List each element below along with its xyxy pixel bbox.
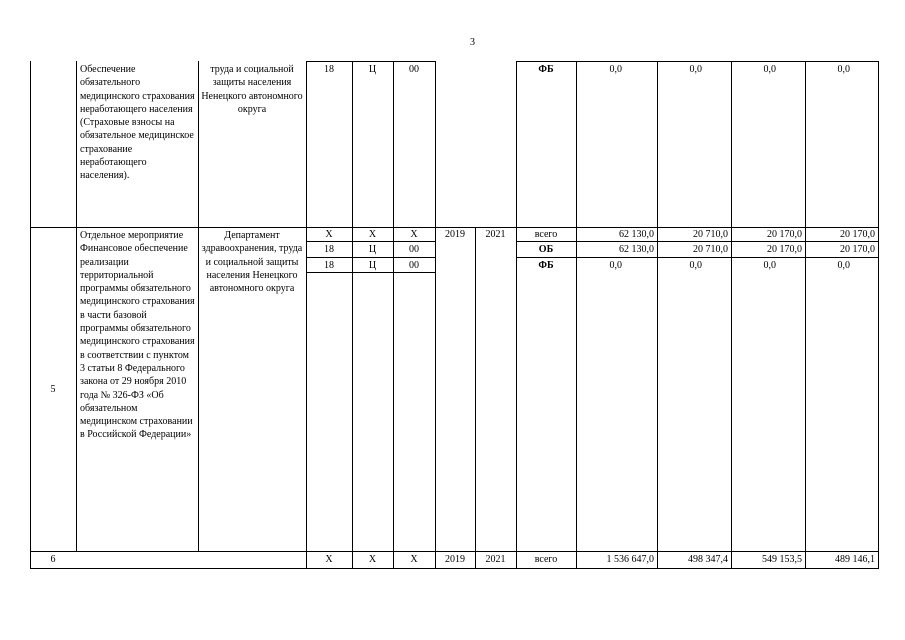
row-number: 6 (50, 554, 56, 565)
amount-cell: 498 347,4 (688, 554, 728, 565)
code-cell: 18 (324, 64, 334, 75)
grid-line (516, 61, 879, 62)
funding-source: ФБ (538, 64, 554, 75)
amount-cell: 0,0 (609, 260, 622, 271)
funding-source: ОБ (538, 244, 554, 255)
end-year: 2021 (485, 554, 506, 565)
amount-cell: 489 146,1 (835, 554, 875, 565)
amount-cell: 0,0 (689, 260, 702, 271)
start-year: 2019 (445, 554, 465, 565)
grid-line (576, 61, 577, 568)
amount-cell: 20 710,0 (693, 244, 728, 255)
grid-line (435, 61, 436, 568)
amount-cell: 0,0 (609, 64, 622, 75)
measure-description: Обеспечение обязательного медицинского страхования неработающего населения (Страховые взносы на обязательное медицинское страхование неработающего населения). (80, 64, 195, 182)
amount-cell: 62 130,0 (619, 244, 654, 255)
grid-line (30, 568, 879, 569)
funding-source: ФБ (538, 260, 554, 271)
grid-line (306, 61, 307, 568)
code-cell: 18 (324, 244, 334, 255)
amount-cell: 20 170,0 (767, 229, 802, 240)
code-cell: Х (410, 554, 418, 565)
amount-cell: 20 170,0 (767, 244, 802, 255)
code-cell: Х (325, 229, 333, 240)
start-year: 2019 (445, 229, 465, 240)
grid-line (878, 61, 879, 568)
code-cell: 00 (409, 260, 419, 271)
grid-line (805, 61, 806, 568)
amount-cell: 20 710,0 (693, 229, 728, 240)
grid-line (30, 61, 31, 568)
code-cell: Х (368, 554, 377, 565)
grid-line (352, 61, 353, 568)
amount-cell: 20 170,0 (840, 244, 875, 255)
end-year: 2021 (485, 229, 506, 240)
amount-cell: 549 153,5 (762, 554, 802, 565)
amount-cell: 0,0 (763, 64, 776, 75)
funding-source: всего (534, 554, 558, 565)
code-cell: 00 (409, 244, 419, 255)
grid-line (475, 227, 476, 568)
grid-line (76, 61, 77, 551)
code-cell: Х (325, 554, 333, 565)
grid-line (731, 61, 732, 568)
amount-cell: 0,0 (837, 64, 850, 75)
grid-line (516, 61, 517, 568)
row-number: 5 (50, 384, 56, 395)
grid-line (657, 61, 658, 568)
grid-line (198, 61, 199, 551)
grid-line (306, 61, 436, 62)
amount-cell: 62 130,0 (619, 229, 654, 240)
grid-line (30, 551, 879, 552)
code-cell: Х (410, 229, 418, 240)
amount-cell: 0,0 (689, 64, 702, 75)
amount-cell: 1 536 647,0 (606, 554, 654, 565)
code-cell: 00 (409, 64, 419, 75)
code-cell: Х (368, 229, 377, 240)
code-cell: Ц (368, 64, 377, 75)
grid-line (393, 61, 394, 568)
grid-line (516, 257, 879, 258)
funding-source: всего (534, 229, 558, 240)
amount-cell: 20 170,0 (840, 229, 875, 240)
executor-text: Департамент здравоохранения, труда и социальной защиты населения Ненецкого автономного округа (201, 230, 303, 295)
amount-cell: 0,0 (837, 260, 850, 271)
code-cell: Ц (368, 244, 377, 255)
code-cell: Ц (368, 260, 377, 271)
page-number: 3 (470, 37, 475, 48)
executor-text: труда и социальной защиты населения Ненецкого автономного округа (201, 64, 303, 115)
measure-description: Отдельное мероприятие Финансовое обеспечение реализации территориальной программы обязательного медицинского страхования в части базовой программы обязательного медицинского страхования в соответствии с пунктом 3 статьи 8 Федерального закона от 29 ноября 2010 года № 326-ФЗ «Об обязательном медицинском страховании в Российской Федерации» (80, 230, 195, 441)
amount-cell: 0,0 (763, 260, 776, 271)
grid-line (306, 257, 436, 258)
code-cell: 18 (324, 260, 334, 271)
